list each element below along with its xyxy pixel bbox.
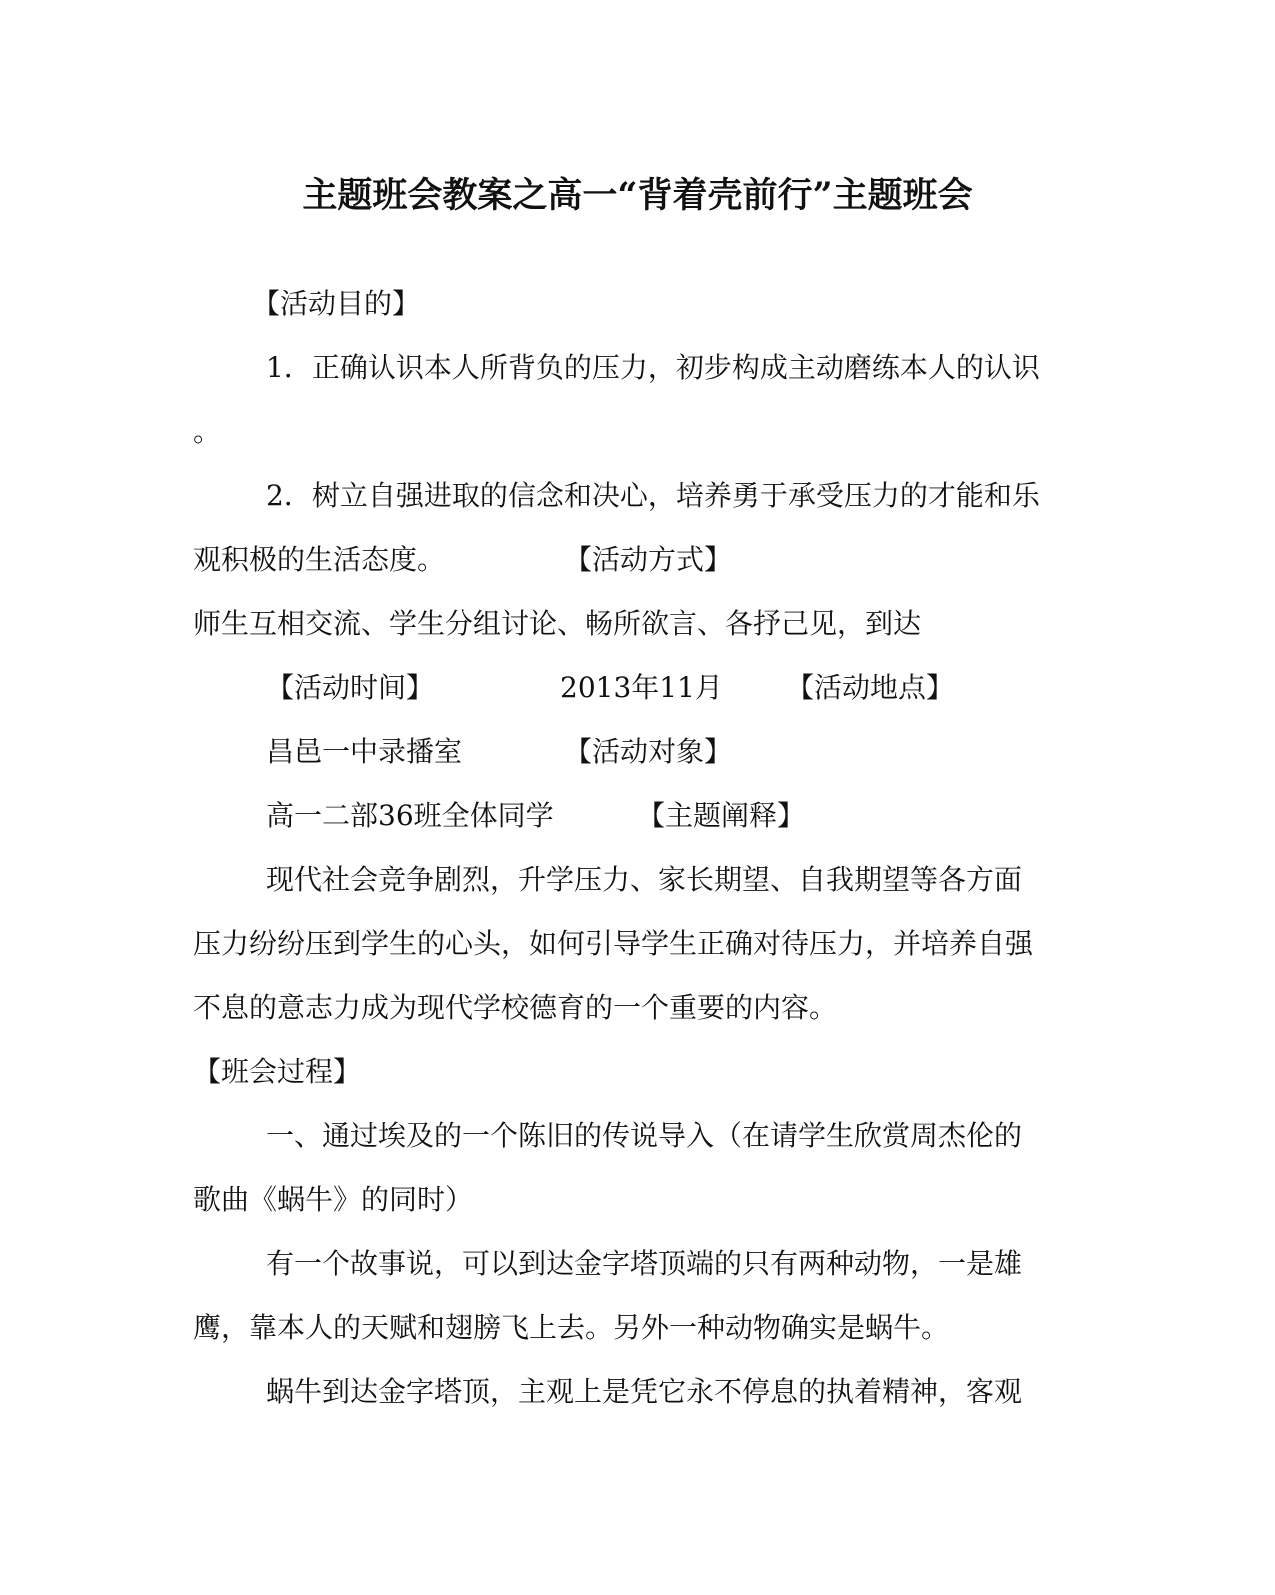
heading-activity-location: 【活动地点】 [786, 671, 955, 704]
activity-location-value: 昌邑一中录播室 [266, 735, 463, 768]
heading-activity-purpose: 【活动目的】 [252, 287, 421, 320]
document-title: 主题班会教案之高一“背着壳前行”主题班会 [302, 175, 973, 216]
paragraph-line: 。 [193, 415, 222, 448]
heading-activity-time: 【活动时间】 [266, 671, 435, 704]
paragraph-line: 师生互相交流、学生分组讨论、畅所欲言、各抒己见，到达 [193, 607, 922, 640]
paragraph-line: 观积极的生活态度。 [193, 543, 446, 576]
paragraph-line: 蜗牛到达金字塔顶，主观上是凭它永不停息的执着精神，客观 [266, 1375, 1023, 1408]
heading-activity-method: 【活动方式】 [564, 543, 733, 576]
paragraph-line: 歌曲《蜗牛》的同时） [193, 1183, 474, 1216]
paragraph-line: 鹰，靠本人的天赋和翅膀飞上去。另外一种动物确实是蜗牛。 [193, 1311, 950, 1344]
paragraph-line: 压力纷纷压到学生的心头，如何引导学生正确对待压力，并培养自强 [193, 927, 1034, 960]
paragraph-line: 2．树立自强进取的信念和决心，培养勇于承受压力的才能和乐 [266, 479, 1040, 512]
heading-theme-explanation: 【主题阐释】 [637, 799, 806, 832]
paragraph-line: 1．正确认识本人所背负的压力，初步构成主动磨练本人的认识 [266, 351, 1040, 384]
heading-activity-target: 【活动对象】 [564, 735, 733, 768]
heading-class-process: 【班会过程】 [193, 1055, 362, 1088]
paragraph-line: 不息的意志力成为现代学校德育的一个重要的内容。 [193, 991, 838, 1024]
paragraph-line: 一、通过埃及的一个陈旧的传说导入（在请学生欣赏周杰伦的 [266, 1119, 1023, 1152]
activity-time-value: 2013年11月 [560, 671, 723, 704]
paragraph-line: 有一个故事说，可以到达金字塔顶端的只有两种动物，一是雄 [266, 1247, 1023, 1280]
activity-target-value: 高一二部36班全体同学 [266, 799, 554, 832]
paragraph-line: 现代社会竞争剧烈，升学压力、家长期望、自我期望等各方面 [266, 863, 1023, 896]
